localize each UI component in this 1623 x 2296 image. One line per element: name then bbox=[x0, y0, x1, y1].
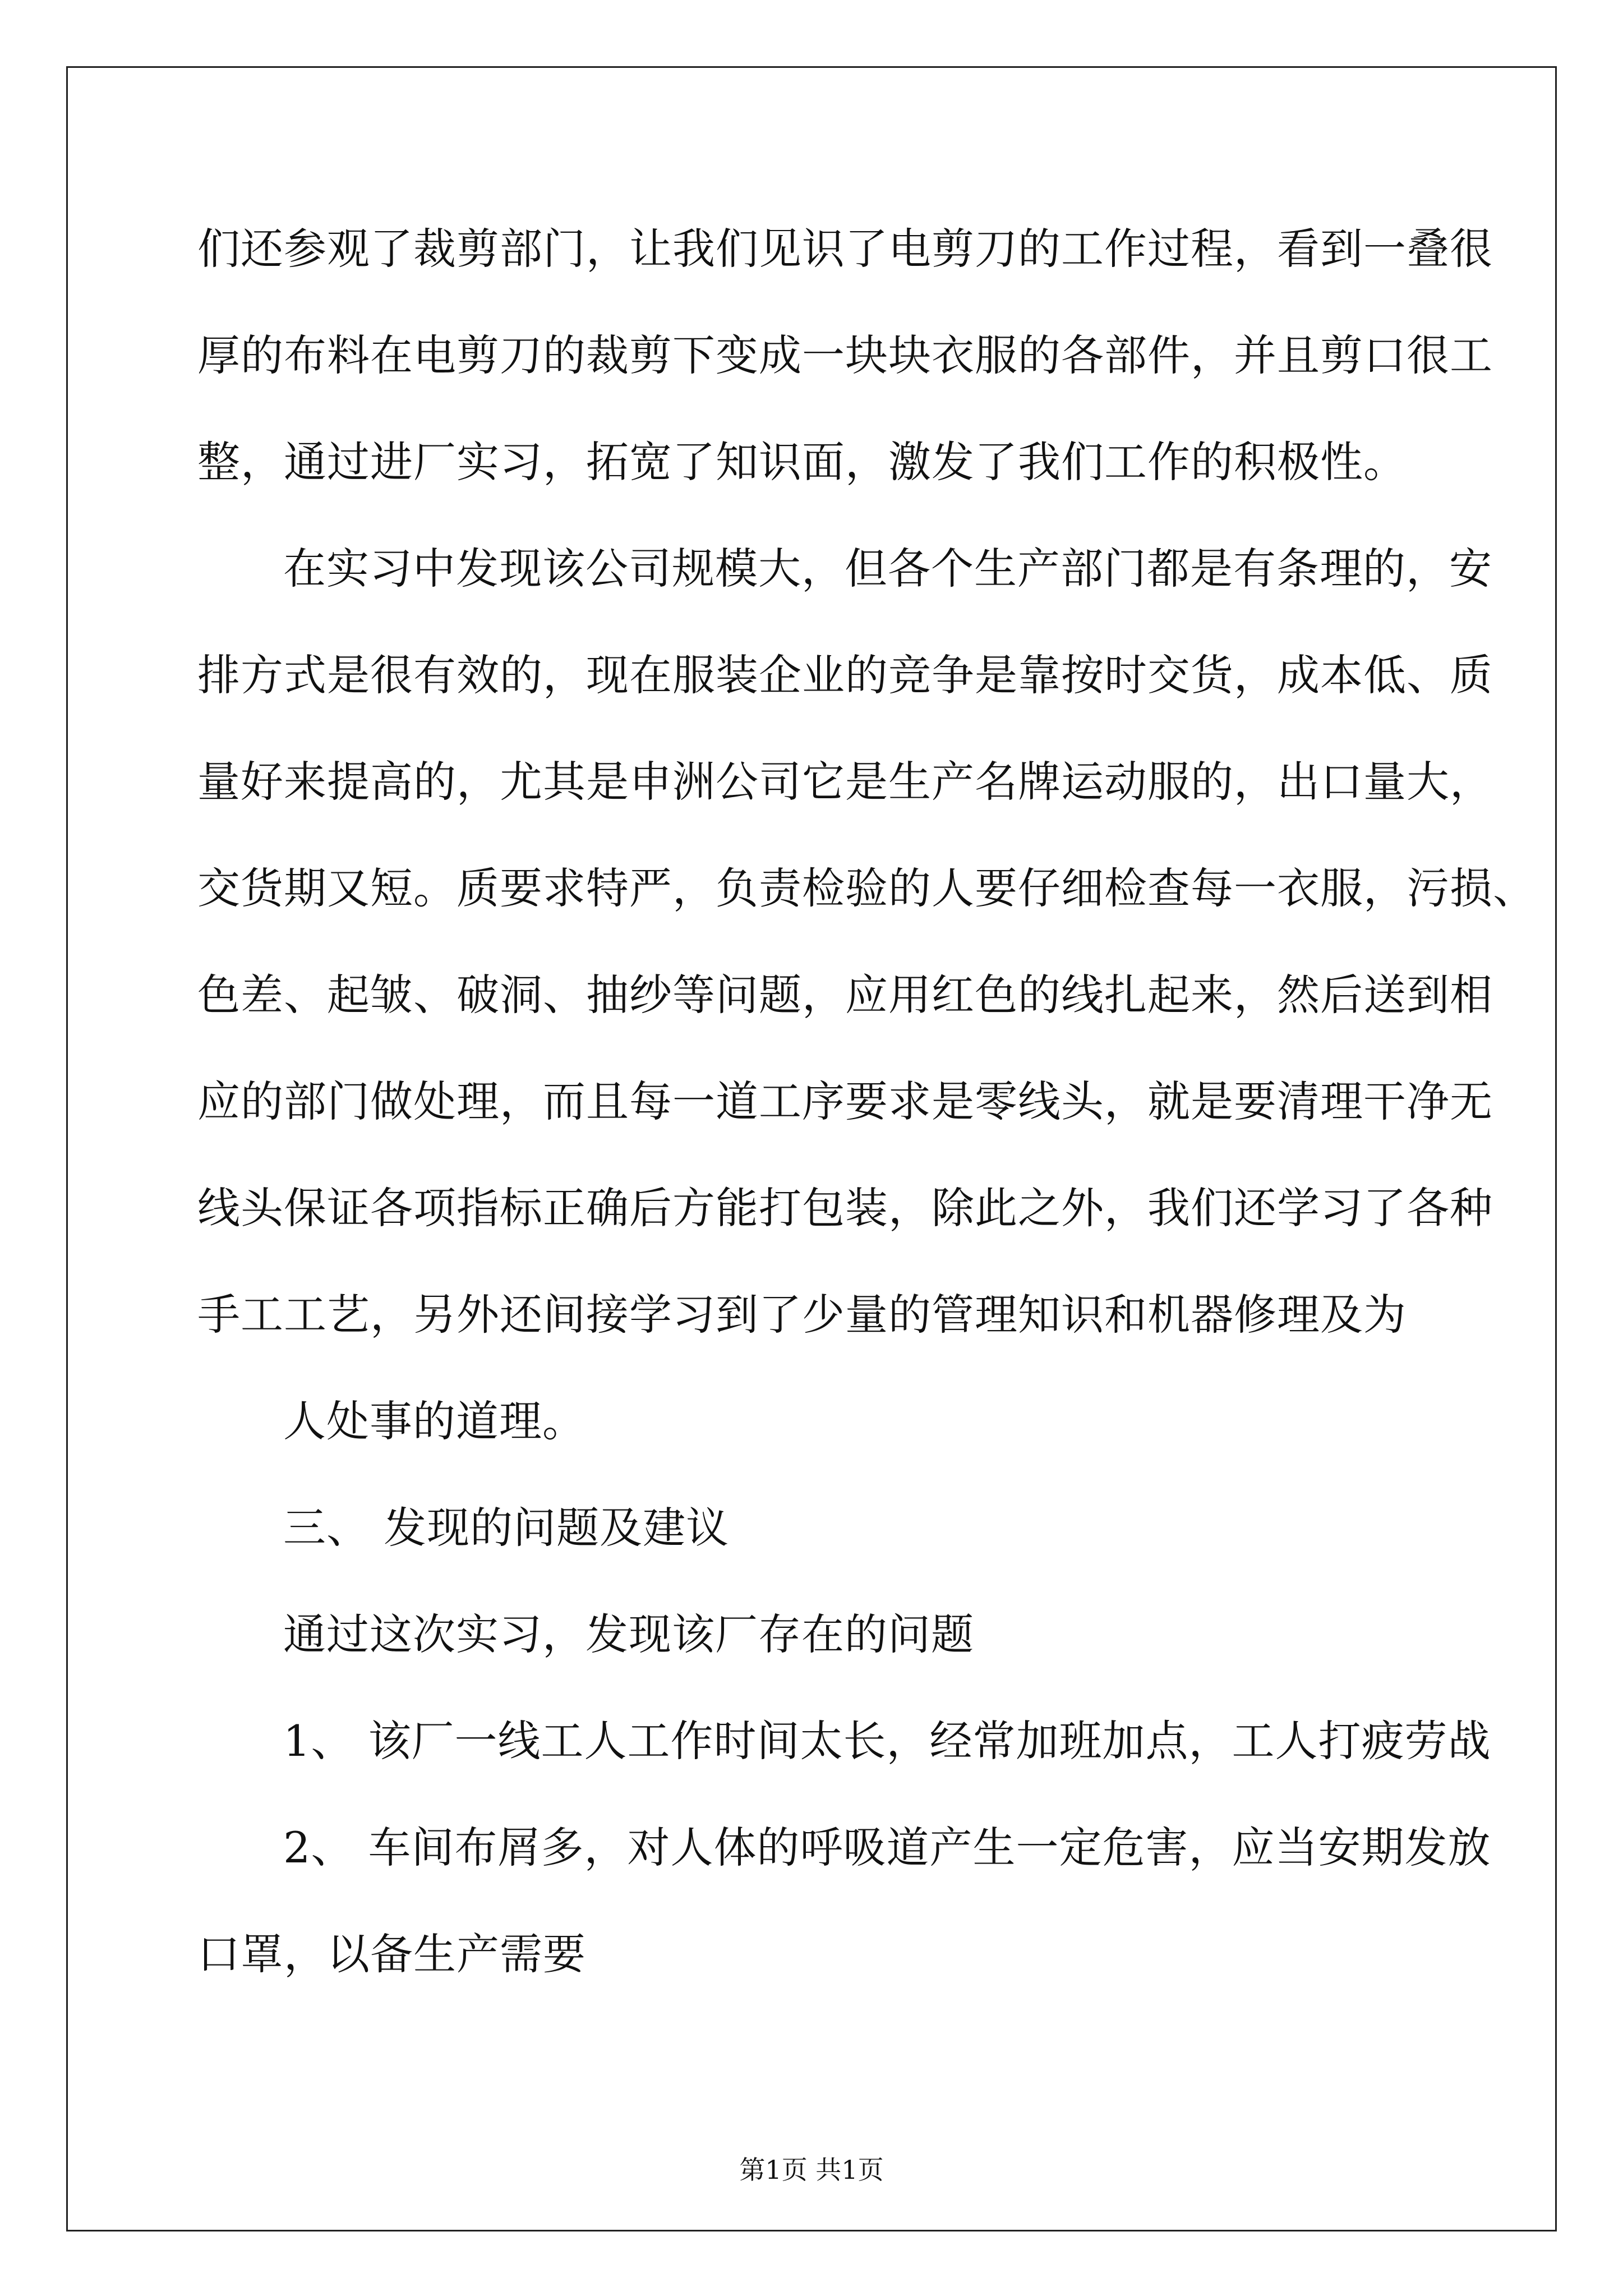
section-heading: 三、 发现的问题及建议 bbox=[283, 1503, 730, 1553]
body-line: 色差、起皱、破洞、抽纱等问题，应用红色的线扎起来，然后送到相 bbox=[197, 970, 1493, 1020]
body-line: 应的部门做处理，而且每一道工序要求是零线头，就是要清理干净无 bbox=[197, 1076, 1493, 1126]
list-item: 2、 车间布屑多，对人体的呼吸道产生一定危害，应当安期发放 bbox=[283, 1823, 1491, 1872]
body-line: 量好来提高的，尤其是申洲公司它是生产名牌运动服的，出口量大， bbox=[197, 757, 1493, 807]
body-line: 通过这次实习，发现该厂存在的问题 bbox=[283, 1609, 974, 1659]
body-line: 们还参观了裁剪部门，让我们见识了电剪刀的工作过程，看到一叠很 bbox=[197, 224, 1493, 274]
body-line: 手工工艺，另外还间接学习到了少量的管理知识和机器修理及为 bbox=[197, 1290, 1407, 1340]
body-line: 交货期又短。质要求特严，负责检验的人要仔细检查每一衣服，污损、 bbox=[197, 863, 1536, 913]
body-line: 口罩，以备生产需要 bbox=[197, 1929, 586, 1979]
body-line: 人处事的道理。 bbox=[283, 1396, 585, 1446]
body-line: 厚的布料在电剪刀的裁剪下变成一块块衣服的各部件，并且剪口很工 bbox=[197, 330, 1493, 380]
body-line: 在实习中发现该公司规模大，但各个生产部门都是有条理的，安 bbox=[283, 544, 1492, 593]
list-item: 1、 该厂一线工人工作时间太长，经常加班加点，工人打疲劳战 bbox=[283, 1716, 1491, 1766]
page-footer: 第1页 共1页 bbox=[739, 2155, 884, 2185]
body-line: 整，通过进厂实习，拓宽了知识面，激发了我们工作的积极性。 bbox=[197, 437, 1407, 487]
body-line: 线头保证各项指标正确后方能打包装，除此之外，我们还学习了各种 bbox=[197, 1183, 1493, 1233]
page-border bbox=[66, 66, 1557, 2231]
body-line: 排方式是很有效的，现在服装企业的竞争是靠按时交货，成本低、质 bbox=[197, 650, 1493, 700]
